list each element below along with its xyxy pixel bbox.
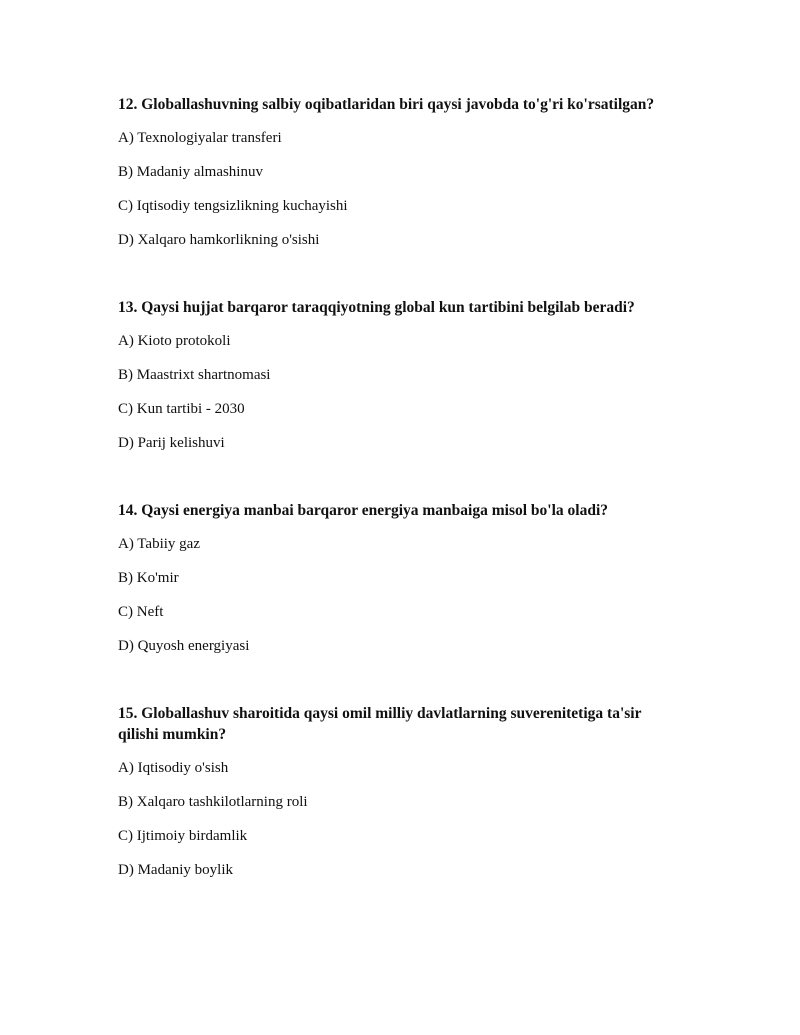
option-a: A) Tabiiy gaz: [118, 536, 200, 552]
option-b: B) Ko'mir: [118, 570, 179, 586]
question-13: [118, 297, 678, 451]
question-text: 12. Globallashuvning salbiy oqibatlaridan biri qaysi javobda to'g'ri ko'rsatilgan?: [118, 96, 655, 113]
option-c: C) Kun tartibi - 2030: [118, 401, 245, 417]
option-a: A) Iqtisodiy o'sish: [118, 760, 229, 776]
question-text: 13. Qaysi hujjat barqaror taraqqiyotning global kun tartibini belgilab beradi?: [118, 299, 635, 316]
question-14: [118, 500, 678, 654]
option-d: D) Quyosh energiyasi: [118, 638, 250, 654]
option-d: D) Xalqaro hamkorlikning o'sishi: [118, 232, 320, 248]
question-text: 15. Globallashuv sharoitida qaysi omil milliy davlatlarning suverenitetiga ta'sir qilishi mumkin?: [118, 705, 642, 743]
option-d: D) Parij kelishuvi: [118, 435, 225, 451]
option-c: C) Neft: [118, 604, 164, 620]
option-b: B) Madaniy almashinuv: [118, 164, 263, 180]
option-c: C) Ijtimoiy birdamlik: [118, 828, 248, 844]
option-b: B) Maastrixt shartnomasi: [118, 367, 271, 383]
question-text: 14. Qaysi energiya manbai barqaror energiya manbaiga misol bo'la oladi?: [118, 502, 609, 519]
question-15: [118, 703, 663, 878]
option-d: D) Madaniy boylik: [118, 862, 233, 878]
option-b: B) Xalqaro tashkilotlarning roli: [118, 794, 308, 810]
option-c: C) Iqtisodiy tengsizlikning kuchayishi: [118, 198, 348, 214]
question-12: [118, 94, 678, 248]
option-a: A) Kioto protokoli: [118, 333, 231, 349]
option-a: A) Texnologiyalar transferi: [118, 130, 282, 146]
